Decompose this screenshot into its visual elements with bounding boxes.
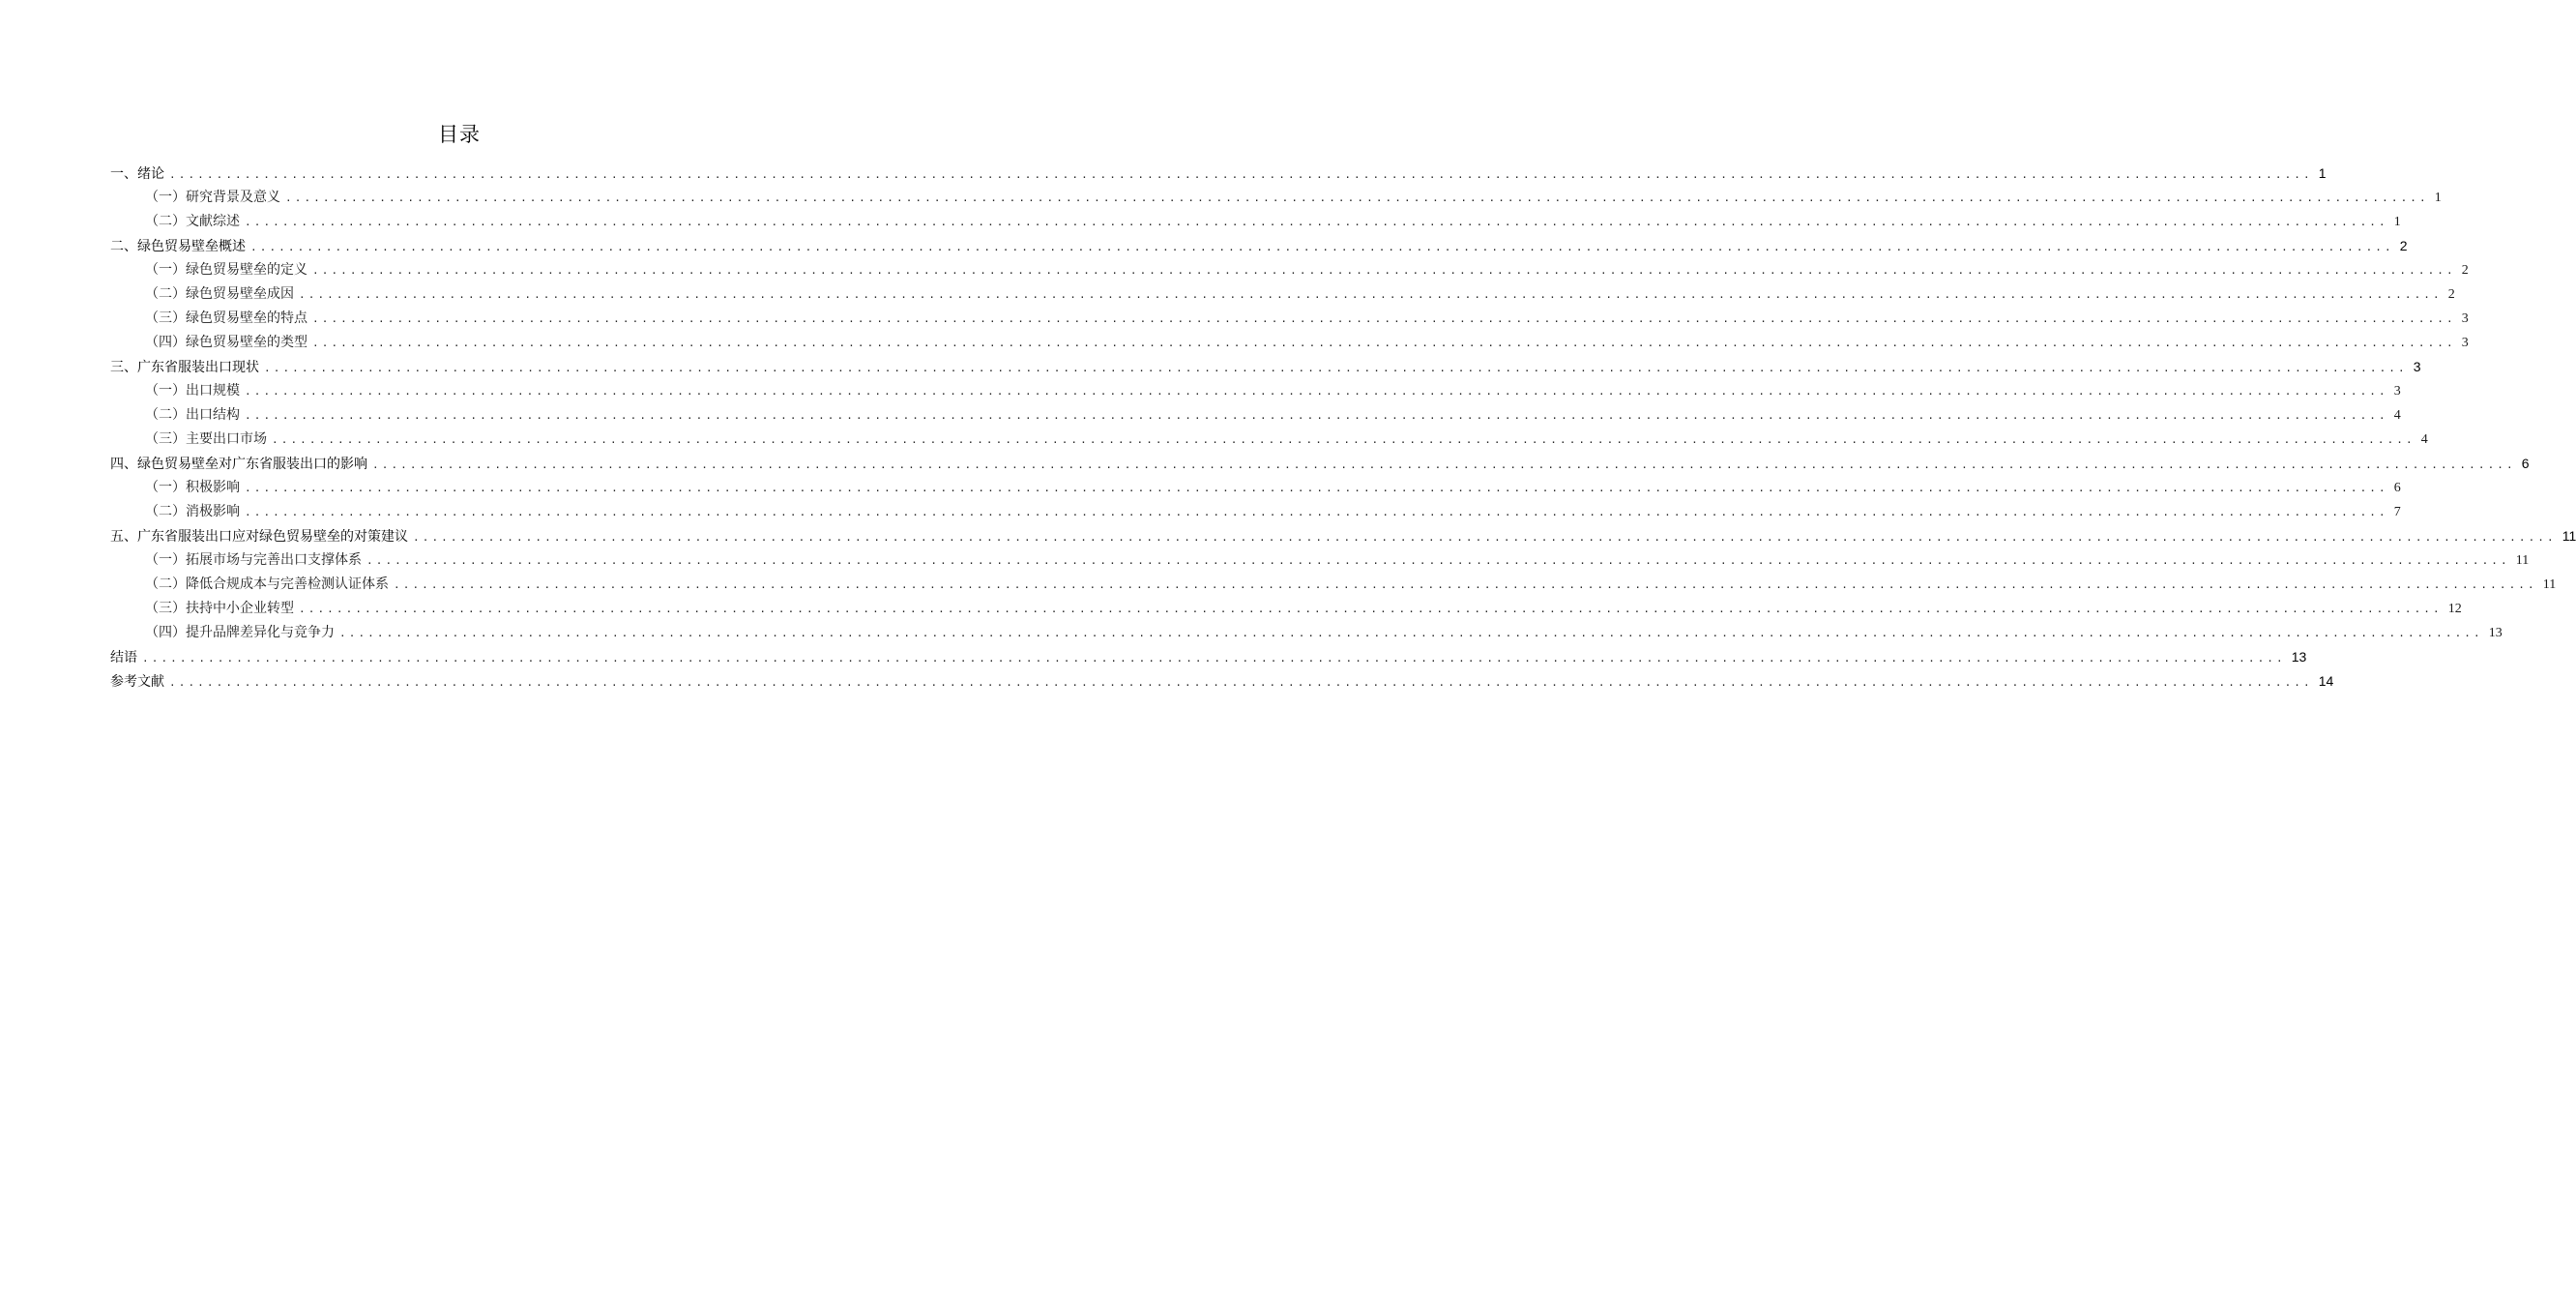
toc-entry-label: （三）主要出口市场	[145, 431, 267, 447]
toc-leader-dots: ....................................................................................................................................................................................................................................	[169, 168, 2313, 181]
toc-entry-label: （一）拓展市场与完善出口支撑体系	[145, 552, 362, 568]
toc-entry-page-number: 3	[2413, 359, 2421, 374]
toc-entry-section[interactable]	[110, 500, 2401, 524]
toc-entry-page-number: 6	[2521, 456, 2530, 471]
toc-title: 目录	[438, 123, 481, 146]
toc-entry-page-number: 13	[2291, 649, 2307, 665]
toc-entry-page-number: 11	[2515, 553, 2530, 568]
toc-entry-page-number: 11	[2561, 528, 2576, 544]
toc-entry-section[interactable]	[110, 476, 2401, 500]
toc-entry-label: （四）提升品牌差异化与竞争力	[145, 625, 335, 640]
toc-leader-dots: ....................................................................................................................................................................................................................................	[250, 241, 2394, 253]
toc-leader-dots: ....................................................................................................................................................................................................................................	[272, 433, 2415, 446]
toc-leader-dots: ....................................................................................................................................................................................................................................	[413, 531, 2557, 544]
toc-entry-label: （三）扶持中小企业转型	[145, 601, 294, 616]
toc-entry-label: 五、广东省服装出口应对绿色贸易壁垒的对策建议	[110, 529, 408, 545]
toc-entry-section[interactable]	[110, 210, 2401, 234]
toc-entry-chapter[interactable]	[110, 452, 2530, 476]
toc-entry-page-number: 1	[2318, 165, 2327, 181]
toc-leader-dots: ....................................................................................................................................................................................................................................	[245, 482, 2388, 494]
toc-entry-label: 一、绪论	[110, 166, 164, 182]
toc-leader-dots: ....................................................................................................................................................................................................................................	[366, 554, 2510, 567]
toc-leader-dots: ....................................................................................................................................................................................................................................	[245, 409, 2388, 422]
toc-leader-dots: ....................................................................................................................................................................................................................................	[299, 288, 2443, 301]
toc-leader-dots: ....................................................................................................................................................................................................................................	[285, 192, 2429, 204]
toc-leader-dots: ....................................................................................................................................................................................................................................	[264, 362, 2408, 374]
toc-entry-section[interactable]	[110, 331, 2469, 355]
toc-entry-label: （二）文献综述	[145, 214, 240, 229]
toc-entry-page-number: 3	[2461, 336, 2469, 350]
toc-leader-dots: ....................................................................................................................................................................................................................................	[312, 312, 2456, 325]
toc-entry-label: （二）消极影响	[145, 504, 240, 519]
toc-leader-dots: ....................................................................................................................................................................................................................................	[169, 676, 2313, 689]
toc-entry-chapter[interactable]	[110, 669, 2334, 694]
toc-entry-page-number: 2	[2447, 287, 2455, 302]
toc-entry-page-number: 4	[2420, 432, 2428, 447]
toc-entry-page-number: 3	[2393, 384, 2401, 399]
toc-entry-label: （一）研究背景及意义	[145, 190, 280, 205]
toc-leader-dots: ....................................................................................................................................................................................................................................	[312, 337, 2456, 349]
toc-entry-page-number: 11	[2542, 577, 2557, 592]
toc-entry-page-number: 2	[2399, 238, 2408, 253]
toc-entry-section[interactable]	[110, 379, 2401, 403]
toc-entry-section[interactable]	[110, 282, 2455, 307]
toc-entry-section[interactable]	[110, 258, 2469, 282]
toc-leader-dots: ....................................................................................................................................................................................................................................	[372, 458, 2516, 471]
toc-entry-section[interactable]	[110, 597, 2462, 621]
toc-entry-label: （三）绿色贸易壁垒的特点	[145, 310, 307, 326]
toc-entry-section[interactable]	[110, 573, 2557, 597]
toc-entry-label: （一）绿色贸易壁垒的定义	[145, 262, 307, 278]
toc-leader-dots: ....................................................................................................................................................................................................................................	[339, 627, 2483, 639]
toc-entry-section[interactable]	[110, 428, 2428, 452]
toc-entry-page-number: 2	[2461, 263, 2469, 278]
toc-entry-page-number: 13	[2488, 626, 2503, 640]
toc-entry-label: 结语	[110, 650, 137, 665]
toc-entry-label: （二）绿色贸易壁垒成因	[145, 286, 294, 302]
toc-leader-dots: ....................................................................................................................................................................................................................................	[142, 652, 2286, 665]
toc-entry-label: （二）降低合规成本与完善检测认证体系	[145, 576, 389, 592]
toc-leader-dots: ....................................................................................................................................................................................................................................	[245, 506, 2388, 518]
toc-leader-dots: ....................................................................................................................................................................................................................................	[245, 385, 2388, 398]
toc-entry-label: （一）积极影响	[145, 480, 240, 495]
toc-entry-section[interactable]	[110, 186, 2442, 210]
toc-leader-dots: ....................................................................................................................................................................................................................................	[299, 603, 2443, 615]
toc-entry-section[interactable]	[110, 403, 2401, 428]
toc-entry-label: 二、绿色贸易壁垒概述	[110, 239, 246, 254]
toc-entry-chapter[interactable]	[110, 524, 2576, 548]
toc-leader-dots: ....................................................................................................................................................................................................................................	[312, 264, 2456, 277]
toc-entry-page-number: 1	[2434, 191, 2442, 205]
toc-entry-section[interactable]	[110, 621, 2503, 645]
toc-entry-page-number: 12	[2447, 602, 2462, 616]
toc-entry-page-number: 7	[2393, 505, 2401, 519]
toc-entry-label: 四、绿色贸易壁垒对广东省服装出口的影响	[110, 457, 367, 472]
toc-entry-label: （一）出口规模	[145, 383, 240, 399]
toc-entry-label: （二）出口结构	[145, 407, 240, 423]
toc-entry-page-number: 14	[2318, 673, 2334, 689]
toc-entry-section[interactable]	[110, 307, 2469, 331]
toc-leader-dots: ....................................................................................................................................................................................................................................	[394, 578, 2537, 591]
toc-entry-page-number: 6	[2393, 481, 2401, 495]
toc-entry-page-number: 1	[2393, 215, 2401, 229]
toc-entry-label: 参考文献	[110, 674, 164, 690]
toc-entry-page-number: 3	[2461, 311, 2469, 326]
toc-entry-page-number: 4	[2393, 408, 2401, 423]
toc-leader-dots: ....................................................................................................................................................................................................................................	[245, 216, 2388, 228]
toc-entry-chapter[interactable]	[110, 162, 2327, 186]
toc-entry-label: （四）绿色贸易壁垒的类型	[145, 335, 307, 350]
toc-entry-chapter[interactable]	[110, 234, 2408, 258]
toc-list	[110, 162, 2576, 694]
toc-entry-label: 三、广东省服装出口现状	[110, 360, 259, 375]
toc-entry-section[interactable]	[110, 548, 2530, 573]
toc-entry-chapter[interactable]	[110, 355, 2421, 379]
toc-entry-chapter[interactable]	[110, 645, 2307, 669]
